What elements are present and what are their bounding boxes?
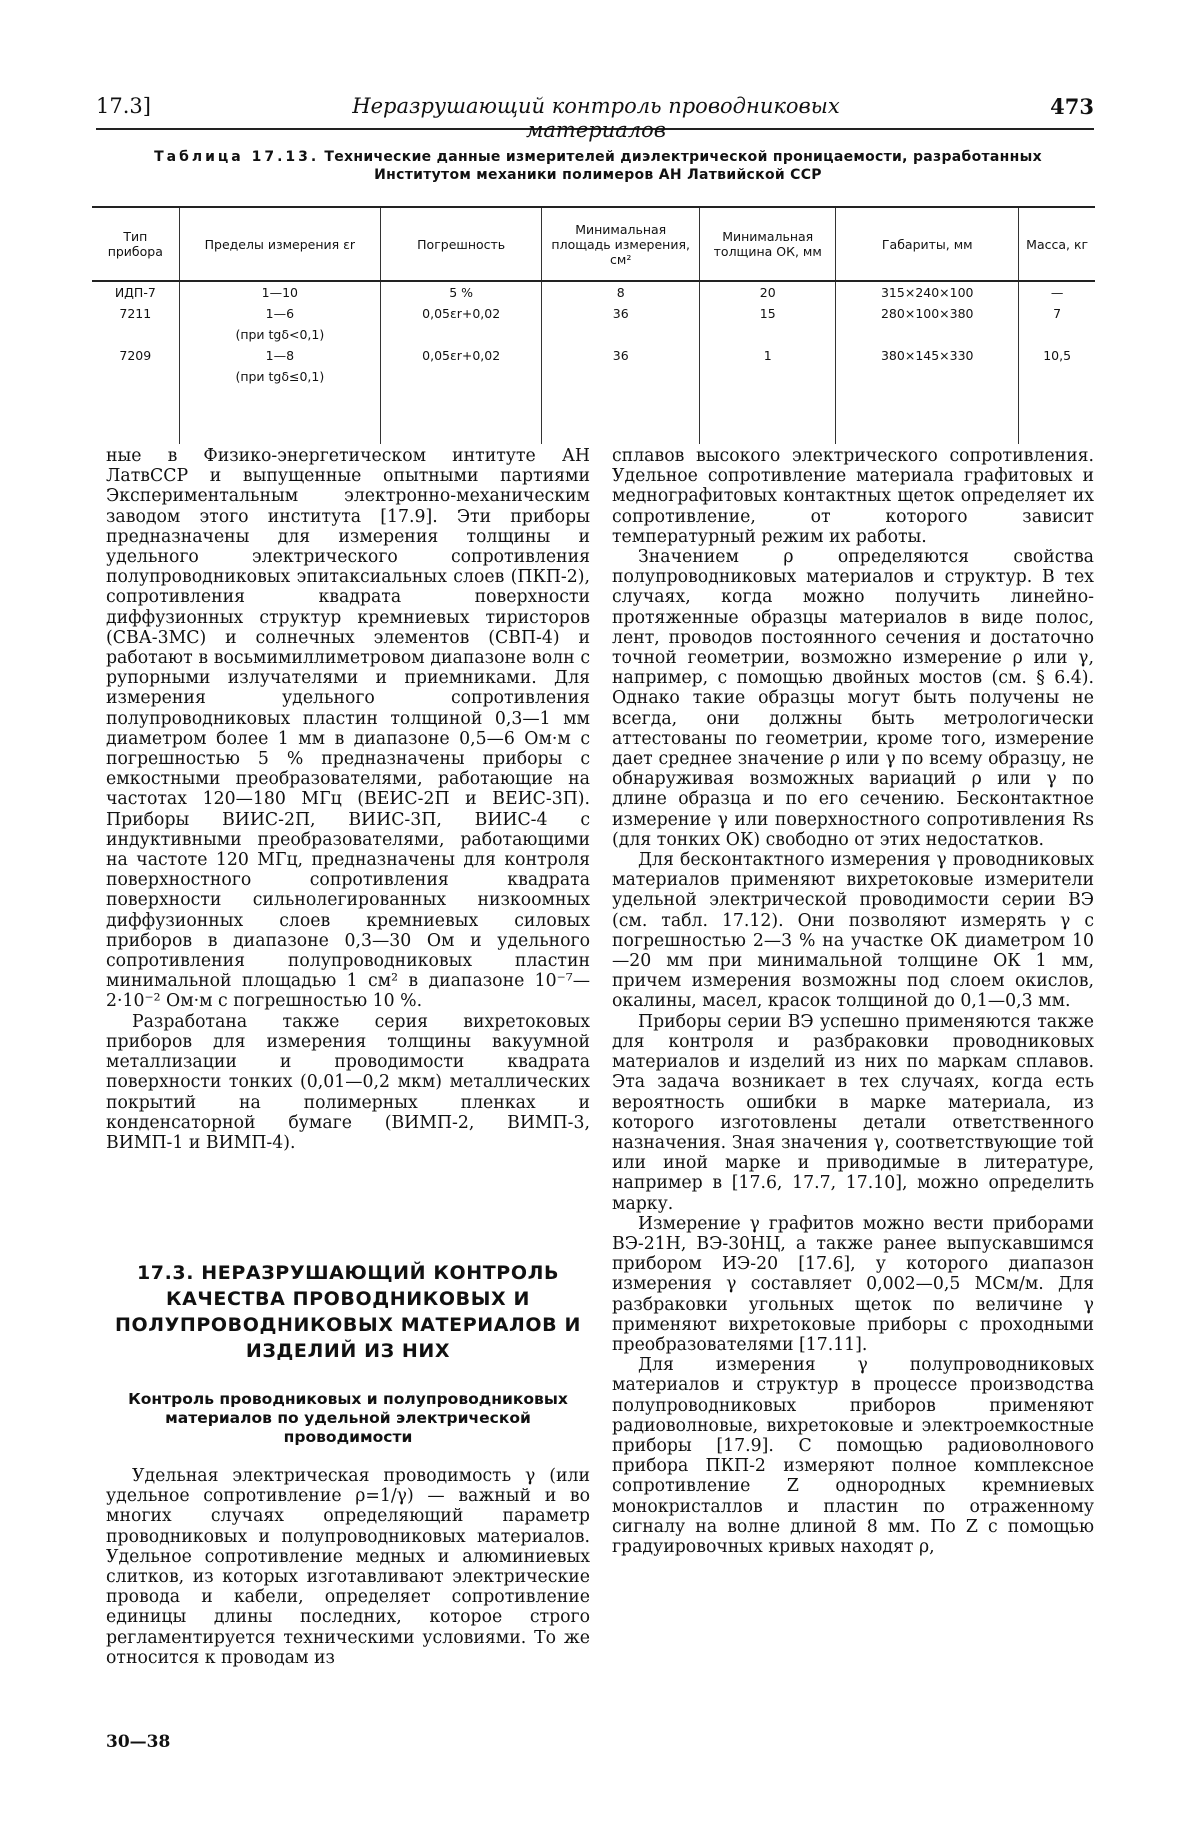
table-cell: (при tgδ<0,1) <box>179 324 380 345</box>
table-label: Таблица 17.13. <box>154 149 320 165</box>
table-cell <box>381 366 542 444</box>
table-cell <box>700 324 836 345</box>
table-header-cell: Тип прибора <box>92 207 179 281</box>
section-number: 17.3] <box>96 94 151 118</box>
table-cell: 280×100×380 <box>836 303 1019 324</box>
table-cell: — <box>1019 281 1095 303</box>
printer-signature: 30—38 <box>106 1732 171 1752</box>
table-cell <box>1019 366 1095 444</box>
table-header-cell: Габариты, мм <box>836 207 1019 281</box>
table-cell <box>1019 324 1095 345</box>
table-header-row <box>92 207 1095 281</box>
table-cell: 315×240×100 <box>836 281 1019 303</box>
table-cell: 5 % <box>381 281 542 303</box>
table-cell: 7209 <box>119 348 152 363</box>
table-cell <box>542 324 700 345</box>
table-cell: 8 <box>542 281 700 303</box>
left-column-lower-text <box>106 1466 590 1668</box>
table-cell <box>700 366 836 444</box>
table-cell: 10,5 <box>1019 345 1095 366</box>
running-title: Неразрушающий контроль проводниковых материалов <box>352 94 840 142</box>
paragraph: Разработана также серия вихретоковых приборов для измерения толщины вакуумной металлизации и проводимости квадрата поверхности тонких (0,01—0,2 мкм) металлических покрытий на полимерных пленках и конденсаторной бумаге (ВИМП-2, ВИМП-3, ВИМП-1 и ВИМП-4). <box>106 1011 590 1153</box>
table-cell: 36 <box>542 303 700 324</box>
right-column-text <box>612 446 1094 1557</box>
page-number: 473 <box>1050 94 1094 119</box>
table-cell: 1—10 <box>179 281 380 303</box>
subsection-heading: Контроль проводниковых и полупроводниковых материалов по удельной электрической проводимости <box>128 1390 568 1446</box>
table-cell <box>381 324 542 345</box>
running-header <box>96 90 1094 142</box>
table-cell: 0,05εr+0,02 <box>381 345 542 366</box>
table-row <box>92 303 1095 324</box>
table-cell: 380×145×330 <box>836 345 1019 366</box>
table-cell: 36 <box>542 345 700 366</box>
paragraph: Значением ρ определяются свойства полупроводниковых материалов и структур. В тех случаях, когда можно получить линейно-протяженные образцы материалов в виде полос, лент, проводов постоянного сечения и достаточно точной геометрии, возможно измерение ρ или γ, например, с помощью двойных мостов (см. § 6.4). Однако такие образцы могут быть получены не всегда, они должны быть метрологически аттестованы по геометрии, кроме того, измерение дает среднее значение ρ или γ по всему образцу, не обнаруживая возможных вариаций ρ или γ по длине образца и по его сечению. Бесконтактное измерение γ или поверхностного сопротивления Rs (для тонких ОК) свободно от этих недостатков. <box>612 547 1094 850</box>
table-cell <box>836 366 1019 444</box>
paragraph: ные в Физико-энергетическом интитуте АН ЛатвССР и выпущенные опытными партиями Экспериментальным электронно-механическим заводом этого института [17.9]. Эти приборы предназначены для измерения толщины и удельного электрического сопротивления полупроводниковых эпитаксиальных слоев (ПКП-2), сопротивления квадрата поверхности диффузионных структур кремниевых тиристоров (СВА-3МС) и солнечных элементов (СВП-4) и работают в восьмимиллиметровом диапазоне волн с рупорными излучателями и приемниками. Для измерения удельного сопротивления полупроводниковых пластин толщиной 0,3—1 мм диаметром более 1 мм в диапазоне 0,5—6 Ом·м с погрешностью 5 % предназначены приборы с емкостными преобразователями, работающие на частотах 120—180 МГц (ВЕИС-2П и ВЕИС-3П). Приборы ВИИС-2П, ВИИС-3П, ВИИС-4 с индуктивными преобразователями, работающими на частоте 120 МГц, предназначены для контроля поверхностного сопротивления квадрата поверхности сильнолегированных низкоомных диффузионных слоев кремниевых силовых приборов в диапазоне 0,3—30 Ом и удельного сопротивления полупроводниковых пластин минимальной площадью 1 см² в диапазоне 10⁻⁷—2·10⁻² Ом·м с погрешностью 10 %. <box>106 446 590 1012</box>
paragraph: Приборы серии ВЭ успешно применяются также для контроля и разбраковки проводниковых материалов и изделий из них по маркам сплавов. Эта задача возникает в тех случаях, когда есть вероятность ошибки в марке материала, из которого изготовлены детали ответственного назначения. Зная значения γ, соответствующие той или иной марке и приводимые в литературе, например в [17.6, 17.7, 17.10], можно определить марку. <box>612 1011 1094 1214</box>
paragraph: сплавов высокого электрического сопротивления. Удельное сопротивление материала графитовых и меднографитовых контактных щеток определяет их сопротивление, от которого зависит температурный режим их работы. <box>612 446 1094 547</box>
left-column-text <box>106 446 590 1153</box>
section-heading: 17.3. НЕРАЗРУШАЮЩИЙ КОНТРОЛЬ КАЧЕСТВА ПРОВОДНИКОВЫХ И ПОЛУПРОВОДНИКОВЫХ МАТЕРИАЛОВ И ИЗДЕЛИЙ ИЗ НИХ <box>115 1262 581 1362</box>
table-cell: (при tgδ≤0,1) <box>179 366 380 444</box>
table-cell <box>836 324 1019 345</box>
table-cell <box>92 324 179 345</box>
table-cell: ИДП-7 <box>114 285 156 300</box>
paragraph: Для бесконтактного измерения γ проводниковых материалов применяют вихретоковые измерители удельной электрической проводимости серии ВЭ (см. табл. 17.12). Они позволяют измерять γ с погрешностью 2—3 % на участке ОК диаметром 10—20 мм при минимальной толщине ОК 1 мм, причем измерения возможны под слоем окислов, окалины, масел, красок толщиной до 0,1—0,3 мм. <box>612 850 1094 1012</box>
table-cell <box>92 366 179 444</box>
table-row <box>92 366 1095 444</box>
paragraph: Удельная электрическая проводимость γ (или удельное сопротивление ρ=1/γ) — важный и во многих случаях определяющий параметр проводниковых и полупроводниковых материалов. Удельное сопротивление медных и алюминиевых слитков, из которых изготавливают электрические провода и кабели, определяет сопротивление единицы длины последних, которое строго регламентируется техническими условиями. То же относится к проводам из <box>106 1466 590 1668</box>
paragraph: Измерение γ графитов можно вести приборами ВЭ-21Н, ВЭ-30НЦ, а также ранее выпускавшимся прибором ИЭ-20 [17.6], у которого диапазон измерения γ составляет 0,002—0,5 МСм/м. Для разбраковки угольных щеток по величине γ применяют вихретоковые приборы с проходными преобразователями [17.11]. <box>612 1213 1094 1355</box>
table-caption-text: Технические данные измерителей диэлектрической проницаемости, разработанных Институтом механики полимеров АН Латвийской ССР <box>324 149 1042 183</box>
table-row <box>92 281 1095 303</box>
table-caption <box>118 148 1078 184</box>
device-specs-table <box>92 206 1095 444</box>
table-cell: 20 <box>700 281 836 303</box>
table-cell: 1—6 <box>179 303 380 324</box>
table-cell: 7211 <box>119 306 152 321</box>
table-cell: 15 <box>700 303 836 324</box>
table-cell: 0,05εr+0,02 <box>381 303 542 324</box>
table-cell: 7 <box>1019 303 1095 324</box>
paragraph: Для измерения γ полупроводниковых материалов и структур в процессе производства полупроводниковых приборов применяют радиоволновые, вихретоковые и электроемкостные приборы [17.9]. С помощью радиоволнового прибора ПКП-2 измеряют полное комплексное сопротивление Z однородных кремниевых монокристаллов и пластин по отраженному сигналу на волне длиной 8 мм. По Z с помощью градуировочных кривых находят ρ, <box>612 1355 1094 1557</box>
table-cell <box>542 366 700 444</box>
table-header-cell: Минимальная площадь измерения, см² <box>542 207 700 281</box>
table-cell: 1—8 <box>179 345 380 366</box>
table-cell: 1 <box>700 345 836 366</box>
table-header-cell: Масса, кг <box>1019 207 1095 281</box>
table-header-cell: Пределы измерения εr <box>179 207 380 281</box>
table-row <box>92 345 1095 366</box>
table-row <box>92 324 1095 345</box>
table-header-cell: Минимальная толщина ОК, мм <box>700 207 836 281</box>
table-header-cell: Погрешность <box>381 207 542 281</box>
